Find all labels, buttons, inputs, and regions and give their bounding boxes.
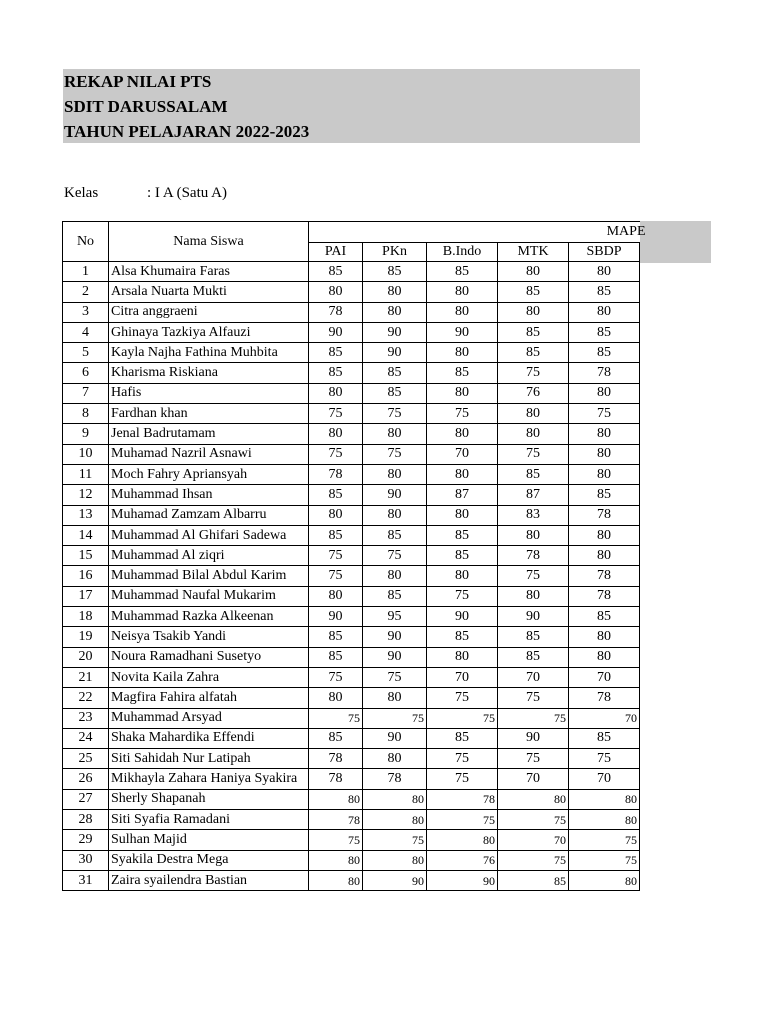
score-mtk: 70 — [498, 830, 569, 850]
row-number: 15 — [63, 546, 109, 566]
report-title: REKAP NILAI PTS — [64, 72, 212, 91]
table-row — [63, 789, 640, 809]
class-label: Kelas — [64, 185, 99, 201]
row-number: 13 — [63, 505, 109, 525]
table-row — [63, 728, 640, 748]
row-number: 25 — [63, 749, 109, 769]
score-pkn: 75 — [363, 708, 427, 728]
score-sbdp: 85 — [569, 485, 640, 505]
score-sbdp: 80 — [569, 262, 640, 282]
header-subject-pkn: PKn — [363, 243, 427, 262]
row-number: 28 — [63, 810, 109, 830]
score-sbdp: 75 — [569, 830, 640, 850]
table-row — [63, 262, 640, 282]
score-sbdp: 78 — [569, 363, 640, 383]
score-sbdp: 75 — [569, 404, 640, 424]
score-pkn: 85 — [363, 363, 427, 383]
score-bindo: 75 — [427, 688, 498, 708]
score-pkn: 90 — [363, 485, 427, 505]
score-mtk: 85 — [498, 322, 569, 342]
table-row — [63, 627, 640, 647]
score-mtk: 90 — [498, 607, 569, 627]
score-sbdp: 75 — [569, 850, 640, 870]
score-mtk: 76 — [498, 383, 569, 403]
row-number: 5 — [63, 343, 109, 363]
table-row — [63, 505, 640, 525]
score-pkn: 80 — [363, 749, 427, 769]
score-pai: 75 — [309, 444, 363, 464]
table-row — [63, 383, 640, 403]
score-pkn: 90 — [363, 870, 427, 890]
score-bindo: 75 — [427, 708, 498, 728]
score-pkn: 80 — [363, 688, 427, 708]
score-bindo: 85 — [427, 546, 498, 566]
row-number: 23 — [63, 708, 109, 728]
row-number: 14 — [63, 525, 109, 545]
student-name: Muhamad Zamzam Albarru — [109, 505, 309, 525]
table-row — [63, 830, 640, 850]
table-row — [63, 870, 640, 890]
table-row — [63, 444, 640, 464]
table-row — [63, 688, 640, 708]
score-bindo: 78 — [427, 789, 498, 809]
score-pai: 80 — [309, 505, 363, 525]
table-row — [63, 343, 640, 363]
row-number: 17 — [63, 586, 109, 606]
score-pkn: 90 — [363, 343, 427, 363]
row-number: 10 — [63, 444, 109, 464]
score-sbdp: 80 — [569, 647, 640, 667]
row-number: 2 — [63, 282, 109, 302]
score-bindo: 90 — [427, 607, 498, 627]
score-mtk: 85 — [498, 343, 569, 363]
student-name: Muhammad Al Ghifari Sadewa — [109, 525, 309, 545]
score-pai: 80 — [309, 789, 363, 809]
score-pkn: 85 — [363, 525, 427, 545]
score-bindo: 80 — [427, 647, 498, 667]
score-mtk: 80 — [498, 586, 569, 606]
score-pai: 75 — [309, 404, 363, 424]
score-pai: 85 — [309, 485, 363, 505]
score-pkn: 75 — [363, 667, 427, 687]
score-sbdp: 78 — [569, 688, 640, 708]
row-number: 27 — [63, 789, 109, 809]
score-bindo: 70 — [427, 667, 498, 687]
table-row — [63, 566, 640, 586]
score-mtk: 70 — [498, 769, 569, 789]
score-pai: 85 — [309, 627, 363, 647]
score-sbdp: 78 — [569, 566, 640, 586]
score-mtk: 75 — [498, 444, 569, 464]
score-pkn: 90 — [363, 627, 427, 647]
score-sbdp: 70 — [569, 708, 640, 728]
row-number: 18 — [63, 607, 109, 627]
score-sbdp: 85 — [569, 607, 640, 627]
score-sbdp: 85 — [569, 343, 640, 363]
score-bindo: 70 — [427, 444, 498, 464]
table-row — [63, 464, 640, 484]
score-mtk: 75 — [498, 363, 569, 383]
student-name: Muhammad Arsyad — [109, 708, 309, 728]
student-name: Neisya Tsakib Yandi — [109, 627, 309, 647]
score-pai: 75 — [309, 708, 363, 728]
score-mtk: 75 — [498, 749, 569, 769]
score-pai: 78 — [309, 810, 363, 830]
score-pkn: 85 — [363, 586, 427, 606]
score-pai: 78 — [309, 749, 363, 769]
score-bindo: 87 — [427, 485, 498, 505]
score-pai: 80 — [309, 383, 363, 403]
school-name: SDIT DARUSSALAM — [64, 97, 228, 116]
score-sbdp: 78 — [569, 505, 640, 525]
score-pkn: 80 — [363, 850, 427, 870]
student-name: Sherly Shapanah — [109, 789, 309, 809]
student-name: Kharisma Riskiana — [109, 363, 309, 383]
score-sbdp: 80 — [569, 870, 640, 890]
score-bindo: 80 — [427, 830, 498, 850]
grades-table — [62, 221, 646, 891]
header-no: No — [63, 222, 109, 262]
student-name: Muhammad Ihsan — [109, 485, 309, 505]
student-name: Zaira syailendra Bastian — [109, 870, 309, 890]
table-row — [63, 525, 640, 545]
score-pai: 85 — [309, 647, 363, 667]
student-name: Hafis — [109, 383, 309, 403]
score-mtk: 80 — [498, 525, 569, 545]
score-sbdp: 85 — [569, 728, 640, 748]
table-row — [63, 424, 640, 444]
score-sbdp: 80 — [569, 302, 640, 322]
row-number: 26 — [63, 769, 109, 789]
score-mtk: 90 — [498, 728, 569, 748]
score-pai: 85 — [309, 525, 363, 545]
score-pai: 78 — [309, 302, 363, 322]
score-pai: 80 — [309, 586, 363, 606]
score-pai: 90 — [309, 607, 363, 627]
table-row — [63, 404, 640, 424]
score-pkn: 80 — [363, 424, 427, 444]
academic-year: TAHUN PELAJARAN 2022-2023 — [64, 122, 310, 141]
header-subject-mtk: MTK — [498, 243, 569, 262]
table-row — [63, 769, 640, 789]
student-name: Muhamad Nazril Asnawi — [109, 444, 309, 464]
row-number: 6 — [63, 363, 109, 383]
score-pkn: 80 — [363, 302, 427, 322]
score-pai: 75 — [309, 566, 363, 586]
score-mtk: 83 — [498, 505, 569, 525]
row-number: 7 — [63, 383, 109, 403]
header-mapel — [309, 222, 646, 243]
score-mtk: 80 — [498, 262, 569, 282]
score-pkn: 75 — [363, 404, 427, 424]
score-pai: 85 — [309, 363, 363, 383]
row-number: 31 — [63, 870, 109, 890]
header-subject-pai: PAI — [309, 243, 363, 262]
score-mtk: 85 — [498, 870, 569, 890]
score-mtk: 80 — [498, 404, 569, 424]
student-name: Arsala Nuarta Mukti — [109, 282, 309, 302]
score-bindo: 85 — [427, 525, 498, 545]
score-bindo: 85 — [427, 262, 498, 282]
score-sbdp: 80 — [569, 444, 640, 464]
row-number: 12 — [63, 485, 109, 505]
student-name: Fardhan khan — [109, 404, 309, 424]
table-row — [63, 546, 640, 566]
score-sbdp: 85 — [569, 322, 640, 342]
score-sbdp: 80 — [569, 546, 640, 566]
row-number: 3 — [63, 302, 109, 322]
score-pkn: 75 — [363, 546, 427, 566]
table-row — [63, 363, 640, 383]
score-bindo: 80 — [427, 282, 498, 302]
student-name: Noura Ramadhani Susetyo — [109, 647, 309, 667]
header-mapel-label: MAPE — [606, 224, 646, 239]
score-bindo: 90 — [427, 322, 498, 342]
row-number: 30 — [63, 850, 109, 870]
mapel-header-band — [640, 221, 711, 263]
class-value: : I A (Satu A) — [147, 185, 228, 201]
score-pkn: 80 — [363, 464, 427, 484]
score-sbdp: 80 — [569, 424, 640, 444]
table-row — [63, 749, 640, 769]
score-mtk: 80 — [498, 789, 569, 809]
score-pai: 85 — [309, 262, 363, 282]
score-mtk: 75 — [498, 810, 569, 830]
student-name: Siti Syafia Ramadani — [109, 810, 309, 830]
table-row — [63, 810, 640, 830]
score-bindo: 90 — [427, 870, 498, 890]
score-mtk: 70 — [498, 667, 569, 687]
score-mtk: 75 — [498, 688, 569, 708]
score-pkn: 90 — [363, 322, 427, 342]
row-number: 20 — [63, 647, 109, 667]
student-name: Muhammad Al ziqri — [109, 546, 309, 566]
score-pkn: 95 — [363, 607, 427, 627]
score-mtk: 85 — [498, 647, 569, 667]
score-bindo: 80 — [427, 383, 498, 403]
score-bindo: 75 — [427, 749, 498, 769]
score-sbdp: 80 — [569, 810, 640, 830]
score-sbdp: 80 — [569, 525, 640, 545]
header-student-name: Nama Siswa — [109, 222, 309, 262]
score-mtk: 85 — [498, 627, 569, 647]
score-pai: 78 — [309, 464, 363, 484]
score-pai: 80 — [309, 282, 363, 302]
score-bindo: 75 — [427, 810, 498, 830]
student-name: Syakila Destra Mega — [109, 850, 309, 870]
score-bindo: 80 — [427, 343, 498, 363]
score-mtk: 78 — [498, 546, 569, 566]
score-pkn: 85 — [363, 262, 427, 282]
row-number: 21 — [63, 667, 109, 687]
score-bindo: 85 — [427, 728, 498, 748]
score-pai: 80 — [309, 424, 363, 444]
student-name: Muhammad Naufal Mukarim — [109, 586, 309, 606]
score-pai: 75 — [309, 830, 363, 850]
student-name: Sulhan Majid — [109, 830, 309, 850]
score-bindo: 75 — [427, 404, 498, 424]
score-pkn: 75 — [363, 830, 427, 850]
score-bindo: 75 — [427, 769, 498, 789]
score-sbdp: 85 — [569, 282, 640, 302]
score-pkn: 90 — [363, 647, 427, 667]
student-name: Muhammad Bilal Abdul Karim — [109, 566, 309, 586]
row-number: 8 — [63, 404, 109, 424]
table-row — [63, 667, 640, 687]
student-name: Moch Fahry Apriansyah — [109, 464, 309, 484]
score-pkn: 80 — [363, 566, 427, 586]
student-name: Citra anggraeni — [109, 302, 309, 322]
score-sbdp: 70 — [569, 769, 640, 789]
score-pai: 80 — [309, 850, 363, 870]
student-name: Shaka Mahardika Effendi — [109, 728, 309, 748]
score-mtk: 85 — [498, 282, 569, 302]
row-number: 11 — [63, 464, 109, 484]
score-bindo: 80 — [427, 302, 498, 322]
student-name: Ghinaya Tazkiya Alfauzi — [109, 322, 309, 342]
table-row — [63, 850, 640, 870]
row-number: 24 — [63, 728, 109, 748]
table-row — [63, 607, 640, 627]
student-name: Mikhayla Zahara Haniya Syakira — [109, 769, 309, 789]
row-number: 22 — [63, 688, 109, 708]
score-bindo: 80 — [427, 566, 498, 586]
score-pkn: 80 — [363, 810, 427, 830]
score-pai: 90 — [309, 322, 363, 342]
score-mtk: 80 — [498, 302, 569, 322]
student-name: Alsa Khumaira Faras — [109, 262, 309, 282]
score-bindo: 85 — [427, 627, 498, 647]
score-sbdp: 80 — [569, 464, 640, 484]
row-number: 1 — [63, 262, 109, 282]
table-row — [63, 647, 640, 667]
score-sbdp: 80 — [569, 627, 640, 647]
score-bindo: 76 — [427, 850, 498, 870]
score-sbdp: 75 — [569, 749, 640, 769]
student-name: Muhammad Razka Alkeenan — [109, 607, 309, 627]
table-row — [63, 302, 640, 322]
score-mtk: 80 — [498, 424, 569, 444]
score-bindo: 80 — [427, 505, 498, 525]
score-mtk: 85 — [498, 464, 569, 484]
table-row — [63, 322, 640, 342]
score-pai: 78 — [309, 769, 363, 789]
score-sbdp: 78 — [569, 586, 640, 606]
score-pkn: 80 — [363, 505, 427, 525]
student-name: Siti Sahidah Nur Latipah — [109, 749, 309, 769]
row-number: 9 — [63, 424, 109, 444]
row-number: 29 — [63, 830, 109, 850]
score-bindo: 75 — [427, 586, 498, 606]
student-name: Novita Kaila Zahra — [109, 667, 309, 687]
table-row — [63, 708, 640, 728]
header-subject-bindo: B.Indo — [427, 243, 498, 262]
score-pkn: 78 — [363, 769, 427, 789]
score-bindo: 80 — [427, 424, 498, 444]
score-mtk: 75 — [498, 708, 569, 728]
student-name: Kayla Najha Fathina Muhbita — [109, 343, 309, 363]
score-sbdp: 80 — [569, 383, 640, 403]
score-pai: 75 — [309, 667, 363, 687]
table-row — [63, 586, 640, 606]
header-subject-sbdp: SBDP — [569, 243, 640, 262]
row-number: 19 — [63, 627, 109, 647]
score-mtk: 75 — [498, 566, 569, 586]
student-name: Magfira Fahira alfatah — [109, 688, 309, 708]
score-pai: 75 — [309, 546, 363, 566]
row-number: 4 — [63, 322, 109, 342]
score-mtk: 75 — [498, 850, 569, 870]
row-number: 16 — [63, 566, 109, 586]
score-pkn: 80 — [363, 789, 427, 809]
table-row — [63, 485, 640, 505]
score-pkn: 90 — [363, 728, 427, 748]
score-sbdp: 80 — [569, 789, 640, 809]
score-bindo: 85 — [427, 363, 498, 383]
score-pkn: 80 — [363, 282, 427, 302]
score-pai: 80 — [309, 688, 363, 708]
score-pkn: 85 — [363, 383, 427, 403]
score-pai: 85 — [309, 728, 363, 748]
score-pai: 80 — [309, 870, 363, 890]
score-sbdp: 70 — [569, 667, 640, 687]
score-pai: 85 — [309, 343, 363, 363]
table-row — [63, 282, 640, 302]
header-row-mapel — [63, 222, 640, 243]
score-bindo: 80 — [427, 464, 498, 484]
student-name: Jenal Badrutamam — [109, 424, 309, 444]
score-mtk: 87 — [498, 485, 569, 505]
score-pkn: 75 — [363, 444, 427, 464]
